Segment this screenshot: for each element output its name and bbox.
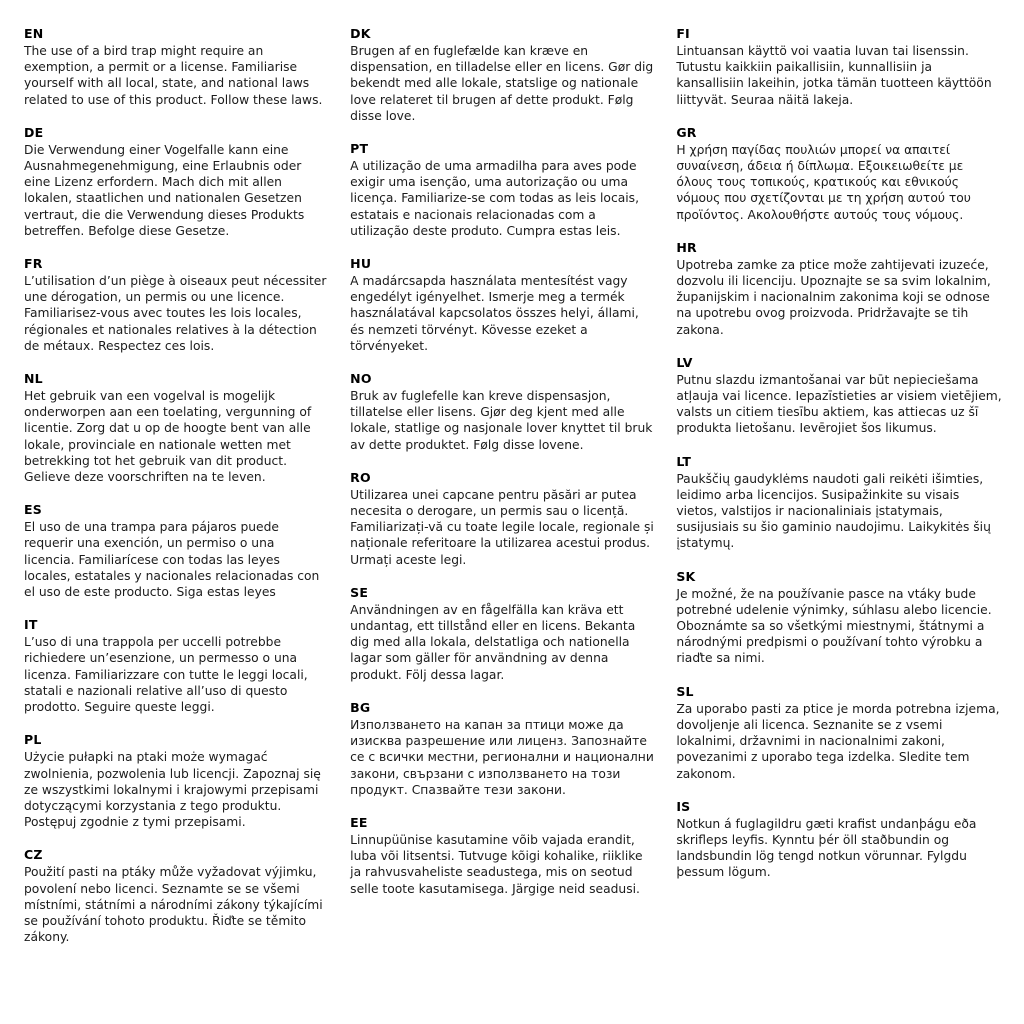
language-entry [676,684,1002,782]
language-text: Utilizarea unei capcane pentru păsări ar putea necesita o derogare, un permis sau o licență. Familiarizați-vă cu toate legile locale, regionale și naționale referitoare la utilizarea acestui produs. Urmați aceste legi. [350,487,654,567]
language-text: The use of a bird trap might require an exemption, a permit or a license. Familiarise yourself with all local, state, and national laws related to use of this product. Follow these laws. [24,44,323,107]
language-text: Lintuansan käyttö voi vaatia luvan tai lisenssin. Tutustu kaikkiin paikallisiin, kunnallisiin ja kansallisiin lakeihin, jotka tämän tuotteen käyttöön liittyvät. Seuraa näitä lakeja. [676,44,992,107]
language-code: DK [350,26,371,41]
language-text: Използването на капан за птици може да изисква разрешение или лиценз. Запознайте се с всички местни, регионални и национални закони, свързани с използването на този продукт. Спазвайте тези закони. [350,717,654,797]
language-code: ES [24,502,42,518]
language-entry [676,799,1002,881]
language-entry [24,847,328,945]
language-entry [24,502,328,600]
language-code: FI [676,26,690,41]
language-code: SK [676,568,696,584]
language-text: L’utilisation d’un piège à oiseaux peut nécessiter une dérogation, un permis ou une licence. Familiarisez-vous avec toutes les lois locales, régionales et nationales relatives à la détection de métaux. Respectez ces lois. [24,274,327,353]
language-code: NO [350,371,372,387]
column-2 [350,26,676,897]
language-code: IT [24,617,38,633]
language-code: LV [676,354,693,370]
language-entry [676,240,1002,338]
language-entry [350,141,654,239]
language-text: Användningen av en fågelfälla kan kräva ett undantag, ett tillstånd eller en licens. Bekanta dig med alla lokala, delstatliga och nationella lagar som gäller för användning av denna produkt. Följ dessa lagar. [350,602,636,682]
language-text: Het gebruik van een vogelval is mogelijk onderworpen aan een toelating, vergunning of licentie. Zorg dat u op de hoogte bent van alle lokale, provinciale en nationale wetten met betrekking tot het gebruik van dit product. Gelieve deze voorschriften na te leven. [24,389,312,485]
language-text: Putnu slazdu izmantošanai var būt nepieciešama atļauja vai licence. Iepazīstieties ar visiem vietējiem, valsts un citiem tiesību aktiem, kas attiecas uz šī produkta lietošanu. Ievērojiet šos likumus. [676,372,1002,436]
language-text: L’uso di una trappola per uccelli potrebbe richiedere un’esenzione, un permesso o una licenza. Familiarizzare con tutte le leggi locali, statali e nazionali relative all’uso di questo prodotto. Seguire queste leggi. [24,635,308,715]
language-code: SE [350,584,369,600]
language-text: Die Verwendung einer Vogelfalle kann eine Ausnahmegenehmigung, eine Erlaubnis oder eine Lizenz erfordern. Mach dich mit allen lokalen, staatlichen und nationalen Gesetzen vertraut, die die Verwendung dieses Produkts betreffen. Befolge diese Gesetze. [24,142,305,238]
language-code: HU [350,256,372,272]
language-entry [676,355,1002,437]
language-text: El uso de una trampa para pájaros puede requerir una exención, un permiso o una licencia. Familiarícese con todas las leyes locales, estatales y nacionales relacionadas con el uso de este producto. Siga estas leyes [24,520,320,600]
language-code: CZ [24,847,43,863]
language-entry [350,470,654,568]
language-entry [350,585,654,683]
columns-container [24,26,1002,945]
language-entry [676,125,1002,223]
language-text: Paukščių gaudyklėms naudoti gali reikėti išimties, leidimo arba licencijos. Susipažinkite su visais vietos, valstijos ir nacionaliniais įstatymais, susijusiais su šio gaminio naudojimu. Laikykitės šių įstatymų. [676,471,991,551]
language-entry [24,26,328,108]
language-text: Notkun á fuglagildru gæti krafist undanþágu eða skrifleps leyfis. Kynntu þér öll staðbundin og landsbundin lög tengd notkun vörunnar. Fylgdu þessum lögum. [676,816,977,880]
language-text: Brugen af en fuglefælde kan kræve en dispensation, en tilladelse eller en licens. Gør dig bekendt med alle lokale, statslige og nationale love relateret til brugen af dette produkt. Følg disse love. [350,44,654,123]
language-text: Za uporabo pasti za ptice je morda potrebna izjema, dovoljenje ali licenca. Seznanite se z vsemi lokalnimi, državnimi in nacionalnimi zakoni, povezanimi z uporabo tega izdelka. Sledite tem zakonom. [676,701,1000,781]
language-entry [350,371,654,453]
language-entry [676,26,1002,108]
language-text: Bruk av fuglefelle kan kreve dispensasjon, tillatelse eller lisens. Gjør deg kjent med alle lokale, statlige og nasjonale lover knyttet til bruk av dette produktet. Følg disse lovene. [350,389,653,452]
language-code: SL [676,683,694,699]
language-text: Użycie pułapki na ptaki może wymagać zwolnienia, pozwolenia lub licencji. Zapoznaj się ze wszystkimi lokalnymi i krajowymi przepisami dotyczącymi korzystania z tego produktu. Postępuj zgodnie z tymi przepisami. [24,750,321,830]
language-code: DE [24,124,44,140]
language-text: Použití pasti na ptáky může vyžadovat výjimku, povolení nebo licenci. Seznamte se se všemi místními, státními a národními zákony týkajícími se používání tohoto produktu. Řiďte se těmito zákony. [24,865,323,945]
language-code: PL [24,732,42,748]
language-code: NL [24,371,43,387]
language-text: Η χρήση παγίδας πουλιών μπορεί να απαιτεί συναίνεση, άδεια ή δίπλωμα. Εξοικειωθείτε με όλους τους τοπικούς, κρατικούς και εθνικούς νόμους που σχετίζονται με τη χρήση αυτού του προϊόντος. Ακολουθήστε αυτούς τους νόμους. [676,142,971,222]
language-code: BG [350,699,371,715]
language-entry [350,256,654,354]
column-3 [676,26,1002,881]
language-entry [24,617,328,715]
language-text: A utilização de uma armadilha para aves pode exigir uma isenção, uma autorização ou uma licença. Familiarize-se com todas as leis locais, estatais e nacionais relacionadas com a utilização deste produto. Cumpra estas leis. [350,159,639,238]
language-text: Upotreba zamke za ptice može zahtijevati izuzeće, dozvolu ili licenciju. Upoznajte se sa svim lokalnim, županijskim i nacionalnim zakonima koji se odnose na upotrebu ovog proizvoda. Pridržavajte se tih zakona. [676,257,991,337]
language-entry [350,26,654,124]
column-1 [24,26,350,945]
language-code: FR [24,256,43,272]
language-text: Linnupüünise kasutamine võib vajada erandit, luba või litsentsi. Tutvuge kõigi kohalike, riiklike ja rahvusvaheliste seadustega, mis on seotud selle toote kasutamisega. Järgige neid seadusi. [350,832,643,896]
language-code: IS [676,798,691,814]
language-entry [24,371,328,485]
language-code: PT [350,141,369,157]
language-entry [350,815,654,897]
language-entry [24,256,328,354]
language-code: GR [676,124,697,140]
language-code: HR [676,239,697,255]
language-text: A madárcsapda használata mentesítést vagy engedélyt igényelhet. Ismerje meg a termék használatával kapcsolatos összes helyi, állami, és nemzeti törvényt. Kövesse ezeket a törvényeket. [350,274,639,353]
language-entry [24,732,328,830]
language-code: LT [676,453,692,469]
language-entry [24,125,328,239]
language-code: RO [350,469,371,485]
language-entry [350,700,654,798]
language-entry [676,454,1002,552]
language-entry [676,569,1002,667]
language-text: Je možné, že na používanie pasce na vtáky bude potrebné udelenie výnimky, súhlasu alebo licencie. Oboznámte sa so všetkými miestnymi, štátnymi a národnými predpismi o používaní tohto výrobku a riaďte sa nimi. [676,586,992,666]
language-code: EE [350,814,368,830]
language-code: EN [24,26,44,41]
